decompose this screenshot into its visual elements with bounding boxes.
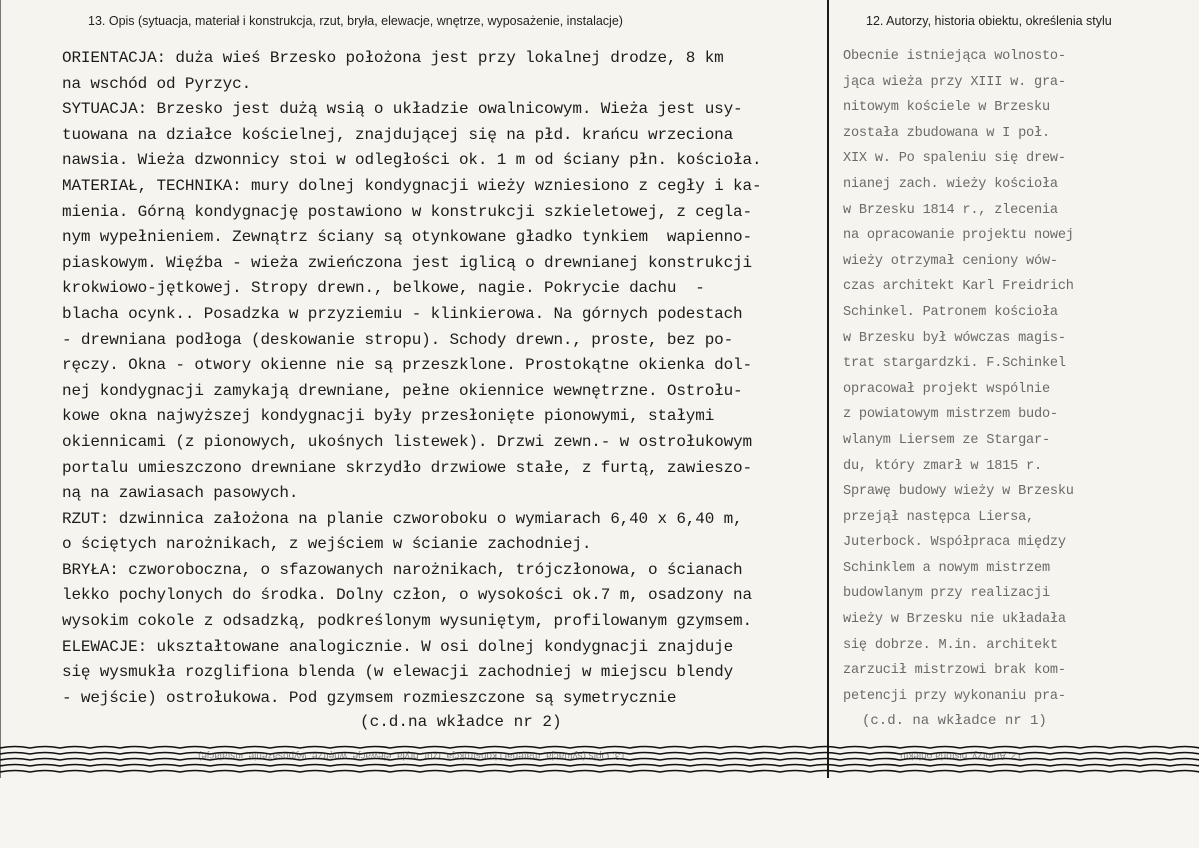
history-line: nianej zach. wieży kościoła <box>843 176 1058 192</box>
description-line: SYTUACJA: Brzesko jest dużą wsią o układzie owalnicowym. Wieża jest usy- <box>62 100 743 119</box>
description-line: wysokim cokole z odsadzką, podkreślonym wysuniętym, profilowanym gzymsem. <box>62 612 752 631</box>
history-line: Obecnie istniejąca wolnosto- <box>843 49 1066 64</box>
description-line: BRYŁA: czworoboczna, o sfazowanych narożnikach, trójczłonowa, o ścianach <box>62 560 743 579</box>
history-line: budowlanym przy realizacji <box>843 586 1050 602</box>
description-line: ną na zawiasach pasowych. <box>62 484 299 503</box>
description-line: się wysmukła rozglifiona blenda (w elewacji zachodniej w miejscu blendy <box>62 663 734 682</box>
description-line: ELEWACJE: ukształtowane analogicznie. W osi dolnej kondygnacji znajduje <box>62 637 734 656</box>
section-12-header: 12. Autorzy, historia obiektu, określenia stylu <box>866 14 1112 28</box>
history-line: na opracowanie projektu nowej <box>843 228 1074 244</box>
history-line: du, który zmarł w 1815 r. <box>843 458 1042 474</box>
history-text <box>843 44 1193 709</box>
history-line: czas architekt Karl Freidrich <box>843 279 1074 295</box>
history-line: opracował projekt wspólnie <box>843 381 1050 397</box>
history-line: przejął następca Liersa, <box>843 509 1034 525</box>
history-line: z powiatowym mistrzem budo- <box>843 407 1058 423</box>
history-line: jąca wieża przy XIII w. gra- <box>843 74 1066 90</box>
history-line: w Brzesku 1814 r., zlecenia <box>843 202 1058 218</box>
right-continuation-note: (c.d. na wkładce nr 1) <box>862 713 1047 729</box>
bottom-margin <box>0 778 1199 848</box>
description-line: ręczy. Okna - otwory okienne nie są przeszklone. Prostokątne okienka dol- <box>62 356 752 375</box>
description-line: lekko pochylonych do środka. Dolny człon, o wysokości ok.7 m, osadzony na <box>62 586 752 605</box>
description-line: ORIENTACJA: duża wieś Brzesko położona jest przy lokalnej drodze, 8 km <box>62 49 724 67</box>
history-line: wieży otrzymał ceniony wów- <box>843 253 1058 269</box>
description-line: MATERIAŁ, TECHNIKA: mury dolnej kondygnacji wieży wzniesiono z cegły i ka- <box>62 176 762 195</box>
history-line: nitowym kościele w Brzesku <box>843 100 1050 116</box>
band-header-right: 12. Autorzy, historia obiektu <box>900 750 1023 761</box>
description-line: na wschód od Pyrzyc. <box>62 74 252 93</box>
description-line: mienia. Górną kondygnację postawiono w konstrukcji szkieletowej, z cegla- <box>62 202 752 221</box>
description-line: - drewniana podłoga (deskowanie stropu). Schody drewn., proste, bez po- <box>62 330 734 349</box>
description-line: - wejście) ostrołukowa. Pod gzymsem rozmieszczone są symetrycznie <box>62 688 677 707</box>
history-line: się dobrze. M.in. architekt <box>843 637 1058 653</box>
history-line: Schinkel. Patronem kościoła <box>843 304 1058 320</box>
left-continuation-note: (c.d.na wkładce nr 2) <box>360 713 562 731</box>
history-line: została zbudowana w I poł. <box>843 125 1050 141</box>
description-line: piaskowym. Więźba - wieża zwieńczona jest iglicą o drewnianej konstrukcji <box>62 253 752 272</box>
description-line: krokwiowo-jętkowej. Stropy drewn., belkowe, nagie. Pokrycie dachu - <box>62 279 705 298</box>
description-line: nej kondygnacji zamykają drewniane, pełne okiennice wewnętrzne. Ostrołu- <box>62 381 743 400</box>
description-line: portalu umieszczono drewniane skrzydło drzwiowe stałe, z furtą, zawieszo- <box>62 458 752 477</box>
band-header-left: 13. Opis (sytuacja, materiał i konstrukcja, rzut, bryła, elewacje, wnętrze, wyposażenie, instalacje) <box>198 750 626 761</box>
history-line: wlanym Liersem ze Stargar- <box>843 432 1050 448</box>
history-line: wieży w Brzesku nie układała <box>843 612 1066 628</box>
description-line: kowe okna najwyższej kondygnacji były przesłonięte pionowymi, stałymi <box>62 407 715 426</box>
description-line: blacha ocynk.. Posadzka w przyziemiu - klinkierowa. Na górnych podestach <box>62 304 743 323</box>
history-line: trat stargardzki. F.Schinkel <box>843 356 1066 372</box>
description-line: nawsia. Wieża dzwonnicy stoi w odległości ok. 1 m od ściany płn. kościoła. <box>62 151 762 170</box>
description-line: o ściętych narożnikach, z wejściem w ścianie zachodniej. <box>62 535 592 554</box>
description-line: nym wypełnieniem. Zewnątrz ściany są otynkowane gładko tynkiem wapienno- <box>62 228 752 247</box>
left-edge-line <box>0 0 1 780</box>
description-line: tuowana na działce kościelnej, znajdującej się na płd. krańcu wrzeciona <box>62 125 734 144</box>
history-line: w Brzesku był wówczas magis- <box>843 330 1066 346</box>
column-divider <box>827 0 829 780</box>
history-line: zarzucił mistrzowi brak kom- <box>843 663 1066 679</box>
history-line: Sprawę budowy wieży w Brzesku <box>843 484 1074 500</box>
section-13-header: 13. Opis (sytuacja, materiał i konstrukcja, rzut, bryła, elewacje, wnętrze, wyposażenie, instalacje) <box>88 14 623 28</box>
history-line: Schinklem a nowym mistrzem <box>843 560 1050 576</box>
description-line: RZUT: dzwinnica założona na planie czworoboku o wymiarach 6,40 x 6,40 m, <box>62 509 743 528</box>
description-line: okiennicami (z pionowych, ukośnych listewek). Drzwi zewn.- w ostrołukowym <box>62 432 752 451</box>
history-line: XIX w. Po spaleniu się drew- <box>843 151 1066 167</box>
history-line: Juterbock. Współpraca między <box>843 535 1066 551</box>
description-text <box>62 46 822 711</box>
history-line: petencji przy wykonaniu pra- <box>843 688 1066 704</box>
